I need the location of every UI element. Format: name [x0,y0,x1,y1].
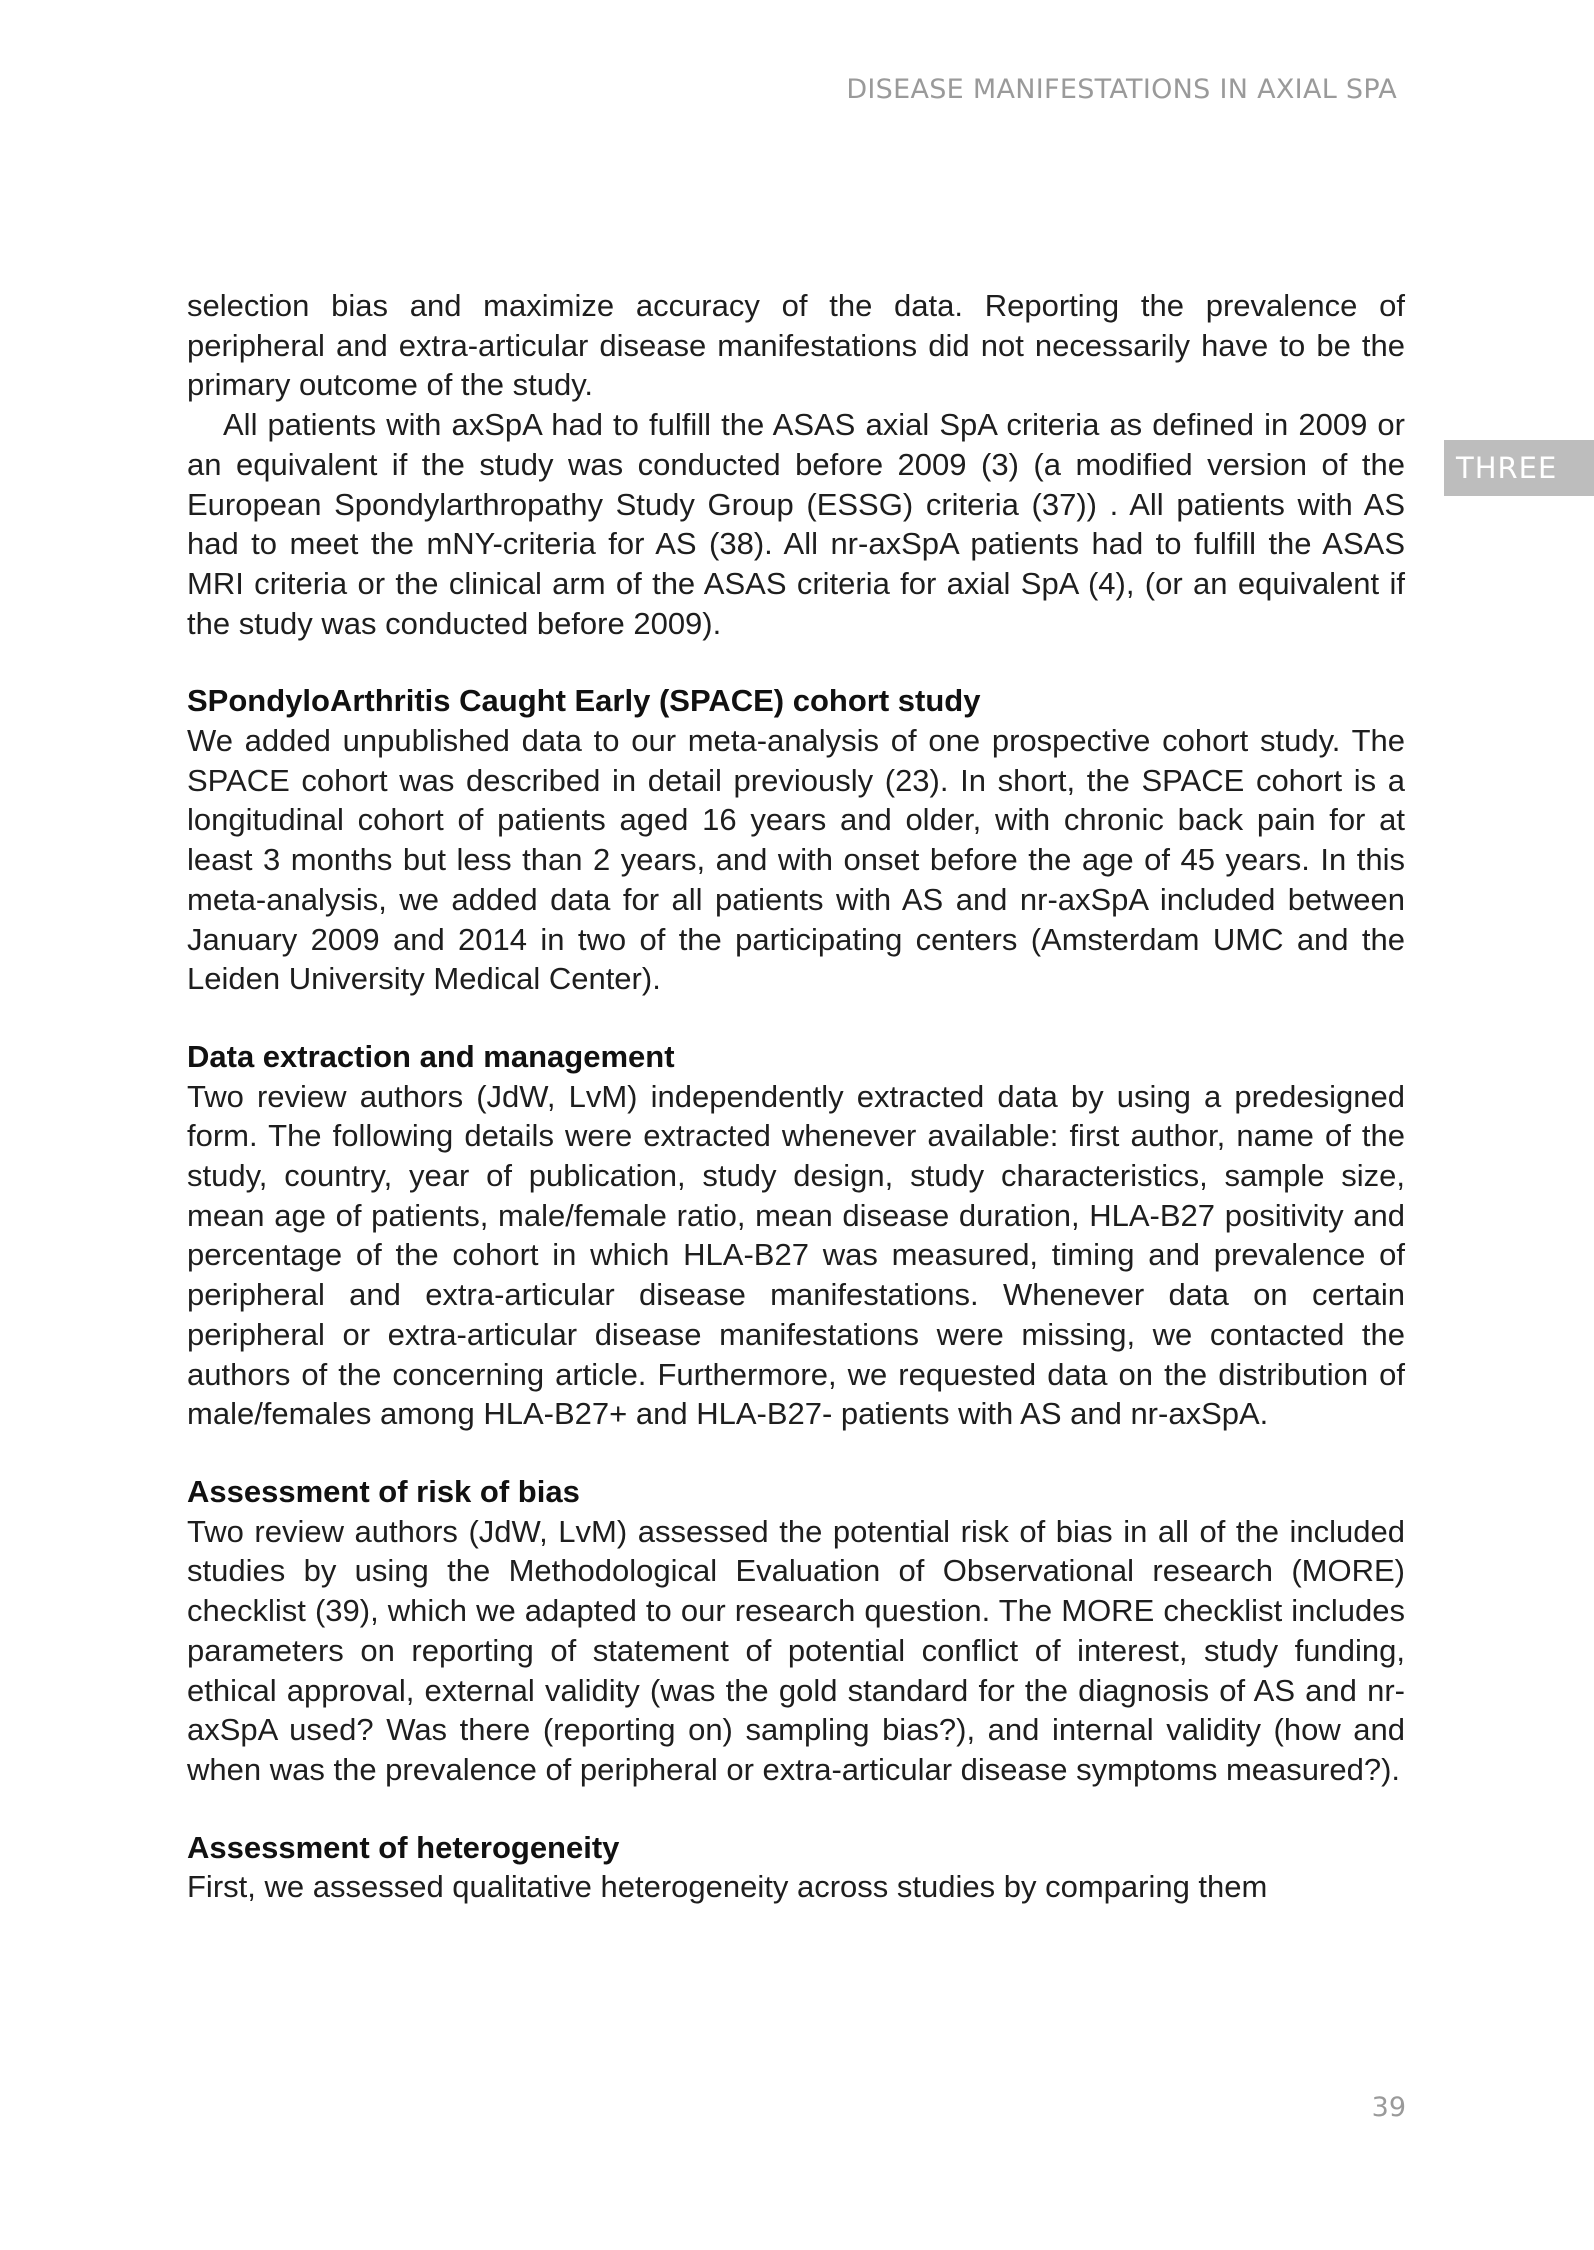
section-heading-space-cohort: SPondyloArthritis Caught Early (SPACE) cohort study [187,683,981,719]
chapter-tab: THREE [1444,440,1594,496]
paragraph-criteria: All patients with axSpA had to fulfill the ASAS axial SpA criteria as defined in 2009 or an equivalent if the study was conducted before 2009 (3) (a modified version of the European Spondylarthropathy Study Group (ESSG) criteria (37)) . All patients with AS had to meet the mNY-criteria for AS (38). All nr-axSpA patients had to fulfill the ASAS MRI criteria or the clinical arm of the ASAS criteria for axial SpA (4), (or an equivalent if the study was conducted before 2009). [187,407,1405,641]
section-heading-data-extraction: Data extraction and management [187,1038,675,1074]
body-text [187,286,1405,1907]
page-number: 39 [1371,2092,1406,2123]
section-text-heterogeneity: First, we assessed qualitative heterogeneity across studies by comparing them [187,1869,1268,1905]
section-heading-heterogeneity: Assessment of heterogeneity [187,1829,620,1865]
paragraph-intro-continued: selection bias and maximize accuracy of the data. Reporting the prevalence of peripheral and extra-articular disease manifestations did not necessarily have to be the primary outcome of the study. [187,288,1405,403]
section-text-space-cohort: We added unpublished data to our meta-analysis of one prospective cohort study. The SPACE cohort was described in detail previously (23). In short, the SPACE cohort is a longitudinal cohort of patients aged 16 years and older, with chronic back pain for at least 3 months but less than 2 years, and with onset before the age of 45 years. In this meta-analysis, we added data for all patients with AS and nr-axSpA included between January 2009 and 2014 in two of the participating centers (Amsterdam UMC and the Leiden University Medical Center). [187,723,1405,997]
section-text-data-extraction: Two review authors (JdW, LvM) independently extracted data by using a predesigned form. The following details were extracted whenever available: first author, name of the study, country, year of publication, study design, study characteristics, sample size, mean age of patients, male/female ratio, mean disease duration, HLA-B27 positivity and percentage of the cohort in which HLA-B27 was measured, timing and prevalence of peripheral and extra-articular disease manifestations. Whenever data on certain peripheral or extra-articular disease manifestations were missing, we contacted the authors of the concerning article. Furthermore, we requested data on the distribution of male/females among HLA-B27+ and HLA-B27- patients with AS and nr-axSpA. [187,1078,1405,1432]
section-text-risk-of-bias: Two review authors (JdW, LvM) assessed the potential risk of bias in all of the included studies by using the Methodological Evaluation of Observational research (MORE) checklist (39), which we adapted to our research question. The MORE checklist includes parameters on reporting of statement of potential conflict of interest, study funding, ethical approval, external validity (was the gold standard for the diagnosis of AS and nr-axSpA used? Was there (reporting on) sampling bias?), and internal validity (how and when was the prevalence of peripheral or extra-articular disease symptoms measured?). [187,1513,1405,1787]
section-heading-risk-of-bias: Assessment of risk of bias [187,1473,580,1509]
running-header: DISEASE MANIFESTATIONS IN AXIAL SPA [846,74,1397,105]
